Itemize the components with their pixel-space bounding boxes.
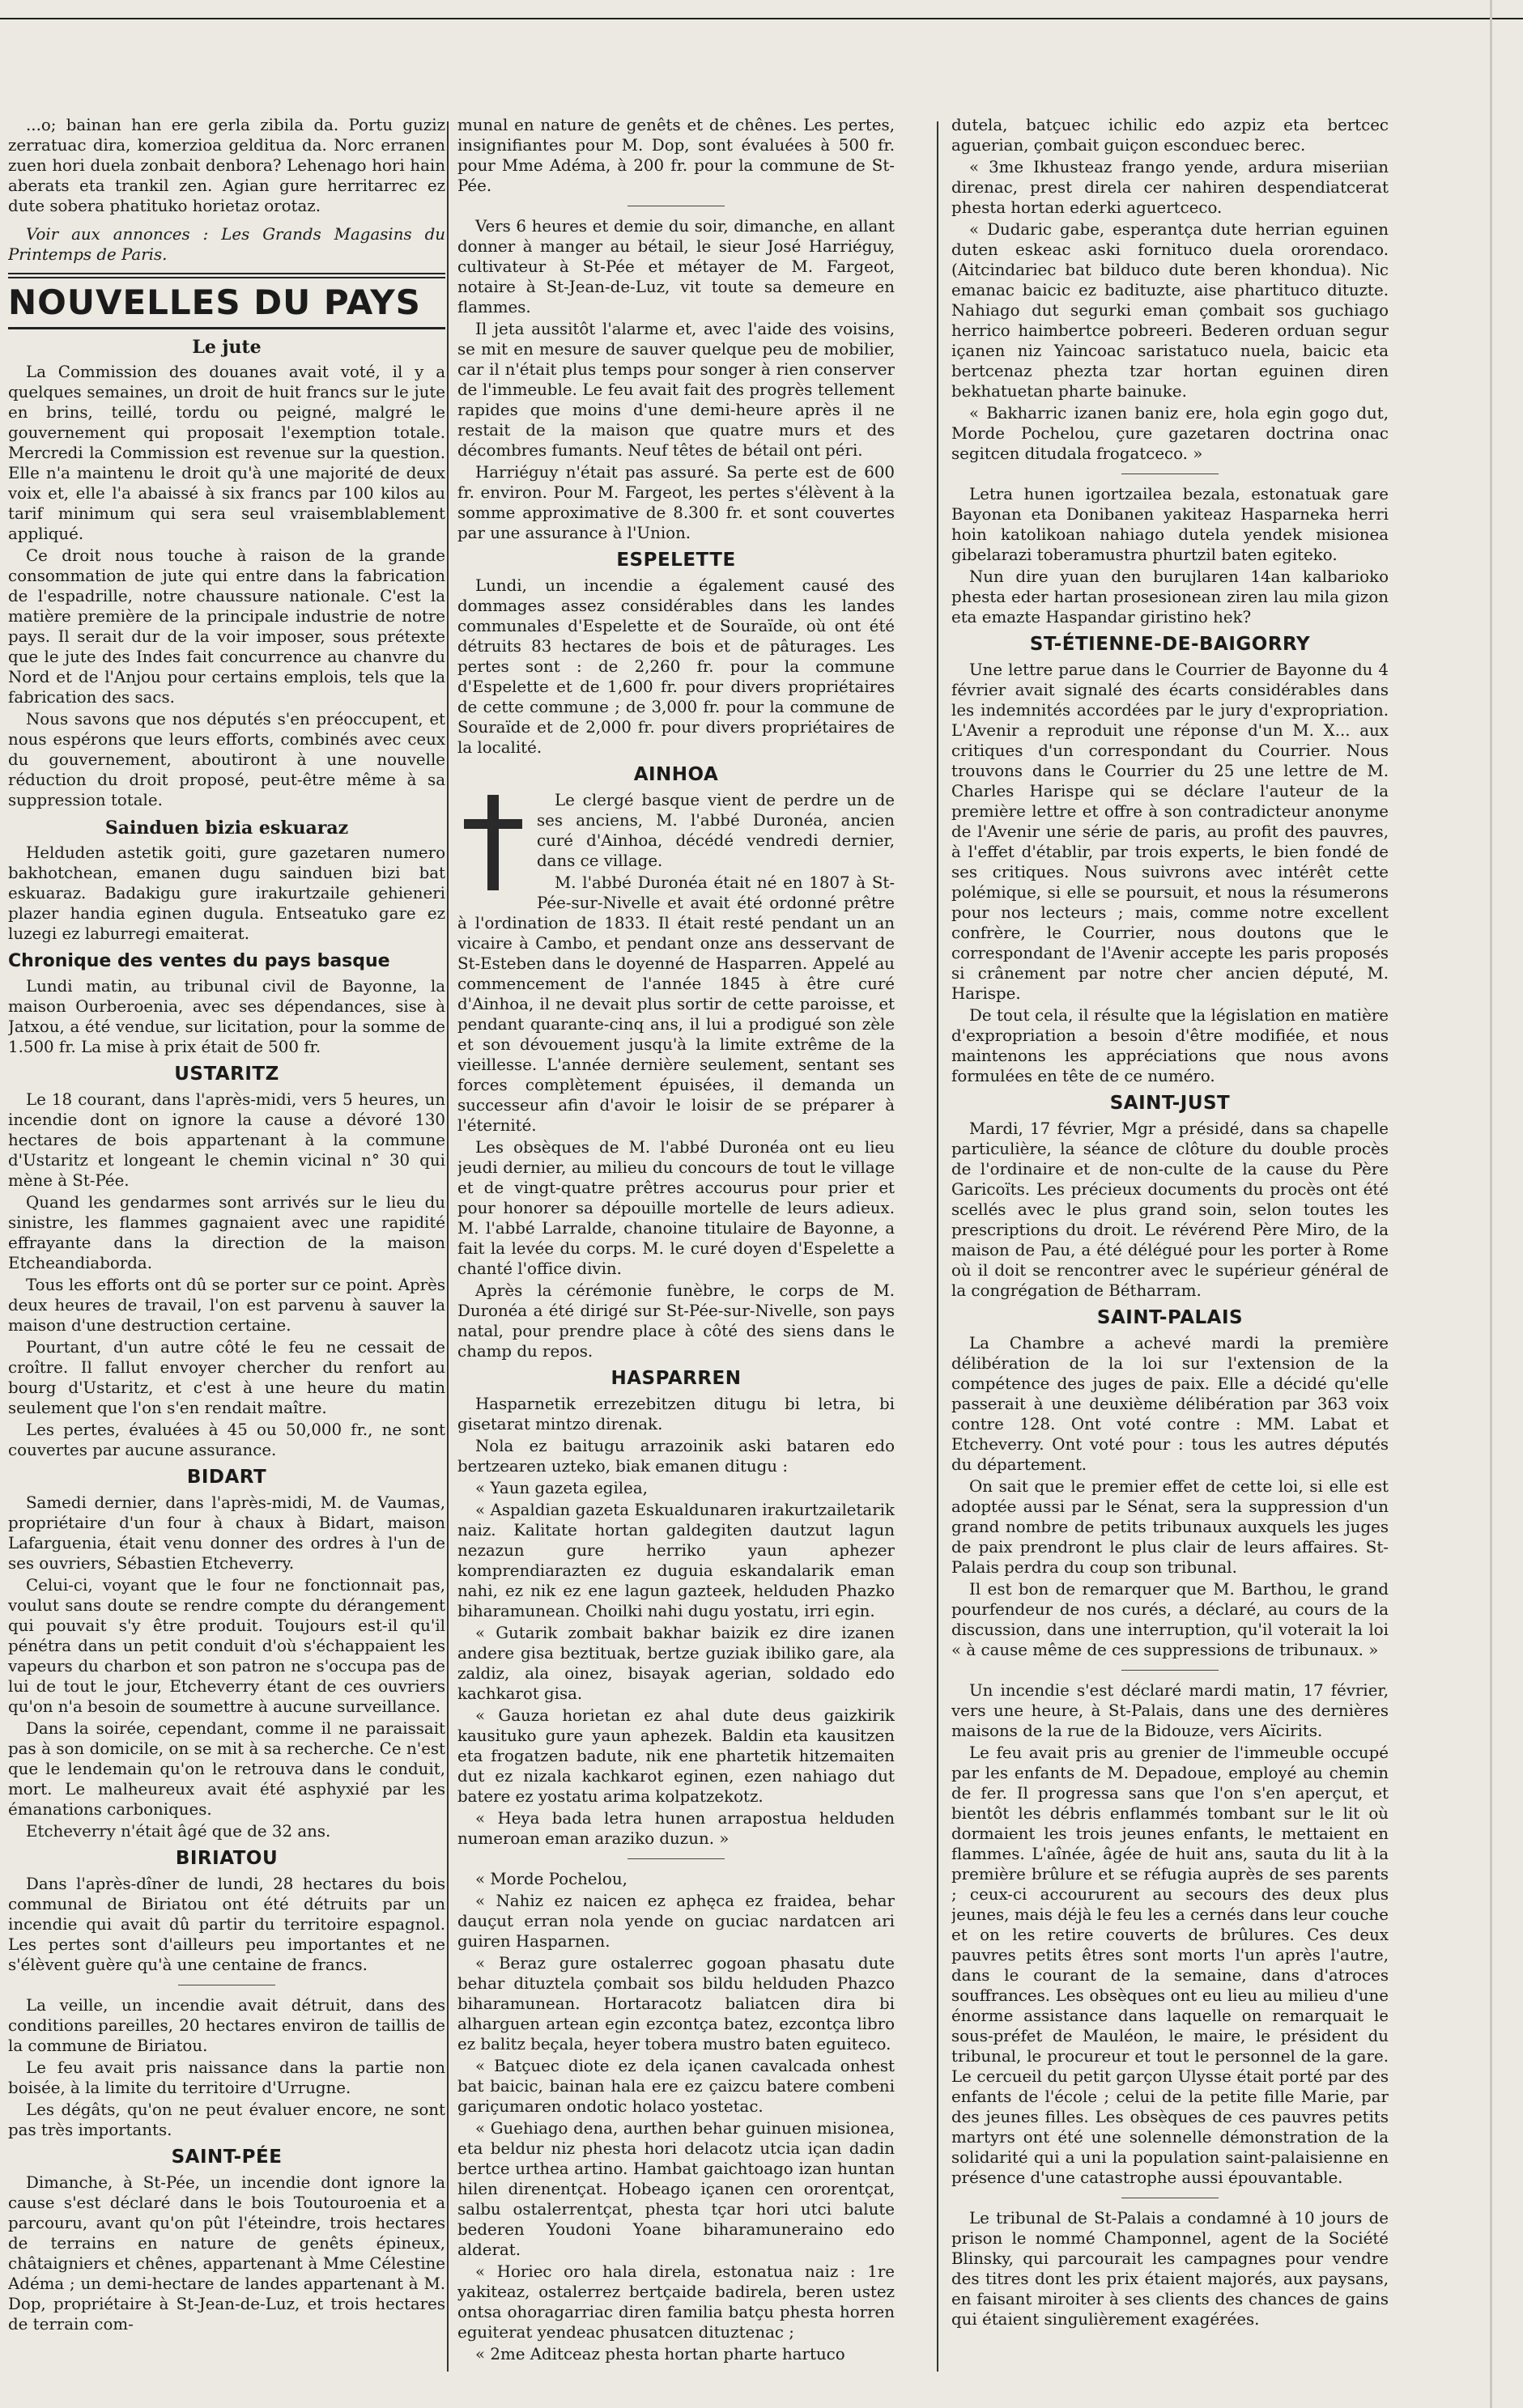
short-divider (1121, 1670, 1219, 1671)
town-heading: ST-ÉTIENNE-DE-BAIGORRY (1029, 634, 1311, 655)
article-paragraph: Tous les efforts ont dû se porter sur ce point. Après deux heures de travail, l'on est parvenu à sauver la maison d'une destruction certaine. (8, 1276, 445, 1335)
article-paragraph: Il est bon de remarquer que M. Barthou, le grand pourfendeur de nos curés, a déclaré, au cours de la discussion, dans une interruption, qu'il voterait la loi « à cause même de ces suppressions de tribunaux. » (951, 1580, 1389, 1659)
town-heading: BIDART (186, 1467, 267, 1488)
ad-prefix: Voir aux annonces : (26, 225, 209, 244)
article-paragraph: Le feu avait pris naissance dans la partie non boisée, à la limite du territoire d'Urrugne. (8, 2058, 445, 2097)
letter-paragraph: « Yaun gazeta egilea, (475, 1479, 648, 1497)
article-paragraph: Il jeta aussitôt l'alarme et, avec l'aide des voisins, se mit en mesure de sauver quelque peu de mobilier, car il n'était plus temps pour songer à rien conserver de l'immeuble. Le feu avait fait des progrès tellement rapides que moins d'une demi-heure après il ne restait de la maison que quatre murs et des décombres fumants. Neuf têtes de bétail ont péri. (457, 320, 895, 460)
letter-paragraph: dutela, batçuec ichilic edo azpiz eta bertcec aguerian, çombait guiçon esconduec berec. (951, 116, 1389, 155)
town-heading: SAINT-JUST (1109, 1093, 1231, 1114)
section-banner: NOUVELLES DU PAYS (8, 273, 445, 329)
article-paragraph: La veille, un incendie avait détruit, dans des conditions pareilles, 20 hectares environ de taillis de la commune de Biriatou. (8, 1996, 445, 2055)
town-heading: USTARITZ (174, 1064, 279, 1085)
article-paragraph: Etcheverry n'était âgé que de 32 ans. (26, 1822, 331, 1841)
article-paragraph: Dans l'après-dîner de lundi, 28 hectares du bois communal de Biriatou ont été détruits par un incendie qui avait dû partir du territoire espagnol. Les pertes sont d'ailleurs peu importantes et ne s'élèvent guère qu'à une centaine de francs. (8, 1875, 445, 1974)
article-paragraph: Nous savons que nos députés s'en préoccupent, et nous espérons que leurs efforts, combinés avec ceux du gouvernement, aboutiront à une nouvelle réduction du droit proposé, peut-être même à sa suppression totale. (8, 710, 445, 809)
article-paragraph: La Commission des douanes avait voté, il y a quelques semaines, un droit de huit francs sur le jute en brins, teillé, tordu ou peigné, malgré le gouvernement qui proposait l'exemption totale. Mercredi la Commission est revenue sur la question. Elle n'a maintenu le droit qu'à une majorité de deux voix et, elle l'a abaissé à six francs par 100 kilos au tarif minimum qui sera seul vraisemblablement appliqué. (8, 363, 445, 543)
article-paragraph: Le tribunal de St-Palais a condamné à 10 jours de prison le nommé Champonnel, agent de la Société Blinsky, qui parcourait les campagnes pour vendre des titres dont les prix étaient majorés, aux paysans, en faisant miroiter à ses clients des chances de gains qui étaient singulièrement exagérées. (951, 2209, 1389, 2329)
article-paragraph: Les obsèques de M. l'abbé Duronéa ont eu lieu jeudi dernier, au milieu du concours de tout le village et de vingt-quatre prêtres accourus pour prier et pour honorer sa dépouille mortelle de leurs adieux. M. l'abbé Larralde, chanoine titulaire de Bayonne, a fait la levée du corps. M. le curé doyen d'Espelette a chanté l'office divin. (457, 1138, 895, 1278)
letter-paragraph: « Dudaric gabe, esperantça dute herrian eguinen duten eskeac aski fornituco duela ororendaco. (Aitcindariec bat bilduco dute beren khondua). Nic emanac baicic ez badituzte, aise phartituco dituzte. Nahiago dut segurki eman çombait sos guchiago herrico haimbertce pobreeri. Bederen orduan segur içanen niz Yaincoac saristatuco nuela, baicic eta bertcenaz phezta tzar hortan eguinen diren bekhatuetan pharte bainuke. (951, 220, 1389, 401)
article-paragraph: Les pertes, évaluées à 45 ou 50,000 fr., ne sont couvertes par aucune assurance. (8, 1421, 445, 1459)
letter-salutation: « Morde Pochelou, (475, 1870, 627, 1888)
crucifix-icon (461, 795, 525, 890)
article-paragraph: De tout cela, il résulte que la législation en matière d'expropriation a besoin d'être modifiée, et nous maintenons les appréciations que nous avons formulées en tête de ce numéro. (951, 1006, 1389, 1085)
town-heading: BIRIATOU (175, 1848, 279, 1869)
letter-paragraph: « Batçuec diote ez dela içanen cavalcada onhest bat baicic, bainan hala ere ez çaizcu batere combeni gariçumaren ondotic holaco yostetac. (457, 2057, 895, 2116)
town-heading: SAINT-PALAIS (1096, 1307, 1244, 1328)
letter-paragraph: « Aspaldian gazeta Eskualdunaren irakurtzailetarik naiz. Kalitate hortan galdegiten dautzut lagun nezazun gure herriko yaun aphezer komprendiarazten ez duguia eskandalarik eman nahi, ez nik ez ene lagun gazteek, helduden Phazko biharamunean. Choilki nahi dugu yostatu, irri egin. (457, 1501, 895, 1620)
column-1 (8, 115, 445, 2381)
town-heading: HASPARREN (610, 1368, 742, 1389)
article-paragraph: Dans la soirée, cependant, comme il ne paraissait pas à son domicile, on se mit à sa recherche. Ce n'est que le lendemain qu'on le retrouva dans le conduit, mort. Le malheureux avait été asphyxié par les émanations carboniques. (8, 1719, 445, 1819)
article-paragraph: munal en nature de genêts et de chênes. Les pertes, insignifiantes pour M. Dop, sont évaluées à 500 fr. pour Mme Adéma, à 200 fr. pour la commune de St-Pée. (457, 116, 895, 195)
article-paragraph: Un incendie s'est déclaré mardi matin, 17 février, vers une heure, à St-Palais, dans une des dernières maisons de la rue de la Bidouze, vers Aïcirits. (951, 1681, 1389, 1740)
article-paragraph: Le 18 courant, dans l'après-midi, vers 5 heures, un incendie dont on ignore la cause a dévoré 130 hectares de bois appartenant à la commune d'Ustaritz et longeant le chemin vicinal n° 30 qui mène à St-Pée. (8, 1090, 445, 1190)
article-paragraph: Letra hunen igortzailea bezala, estonatuak gare Bayonan eta Donibanen yakiteaz Hasparneka herri hoin katolikoan nahiago dutela yendek misionea gibelarazi toberamustra phurtzil baten egiteko. (951, 485, 1389, 564)
article-paragraph: La Chambre a achevé mardi la première délibération de la loi sur l'extension de la compétence des juges de paix. Elle a décidé qu'elle passerait à une deuxième délibération par 363 voix contre 128. Ont voté contre : MM. Labat et Etcheverry. Ont voté pour : tous les autres députés du département. (951, 1334, 1389, 1474)
letter-paragraph: « 2me Aditceaz phesta hortan pharte hartuco (475, 2345, 845, 2363)
letter-paragraph: « Heya bada letra hunen arrapostua helduden numeroan eman araziko duzun. » (457, 1809, 895, 1848)
advertisement-note (8, 224, 445, 265)
article-heading: Chronique des ventes du pays basque (8, 951, 390, 971)
article-paragraph: Une lettre parue dans le Courrier de Bayonne du 4 février avait signalé des écarts considérables dans les indemnités accordées par le jury d'expropriation. L'Avenir a reproduit une réponse d'un M. X... aux critiques d'un correspondant du Courrier. Nous trouvons dans le Courrier du 25 une lettre de M. Charles Harispe qui se déclare l'auteur de la première lettre et offre à son contradicteur anonyme de l'Avenir une série de paris, au profit des pauvres, à l'effet d'établir, par trois experts, le bien fondé de ses critiques. Nous suivrons avec intérêt cette polémique, si elle se poursuit, et nous la résumerons pour nos lecteurs ; mais, comme notre excellent confrère, le Courrier, nous doutons que le correspondant de l'Avenir accepte les paris proposés si crânement par notre cher ancien député, M. Harispe. (951, 660, 1389, 1003)
article-paragraph: Pourtant, d'un autre côté le feu ne cessait de croître. Il fallut envoyer chercher du renfort au bourg d'Ustaritz, et c'est à une heure du matin seulement que l'on s'en rendait maître. (8, 1338, 445, 1417)
town-heading: SAINT-PÉE (171, 2147, 283, 2168)
article-paragraph: Celui-ci, voyant que le four ne fonctionnait pas, voulut sans doute se rendre compte du dérangement qui pouvait s'y être produit. Toujours est-il qu'il pénétra dans un petit conduit d'où s'échappaient les vapeurs du charbon et son patron ne s'occupa pas de lui de tout le jour, Etcheverry étant de ces ouvriers qu'on n'a besoin de soumettre à aucune surveillance. (8, 1576, 445, 1716)
article-paragraph: Vers 6 heures et demie du soir, dimanche, en allant donner à manger au bétail, le sieur José Harriéguy, cultivateur à St-Pée et métayer de M. Fargeot, notaire à St-Jean-de-Luz, vit toute sa demeure en flammes. (457, 217, 895, 316)
column-3 (951, 115, 1389, 2381)
article-paragraph: Le feu avait pris au grenier de l'immeuble occupé par les enfants de M. Depadoue, employé au chemin de fer. Il progressa sans que l'on s'en aperçut, et bientôt les débris enflammés tombant sur le lit où dormaient les trois jeunes enfants, le mettaient en flammes. L'aînée, âgée de huit ans, sauta du lit à la première brûlure et se réfugia auprès de ses parents ; ceux-ci accoururent au secours des deux plus jeunes, mais déjà le feu les a cernés dans leur couche et on les retire couverts de brûlures. Ces deux pauvres petits êtres sont morts l'un après l'autre, dans le courant de la semaine, dans d'atroces souffrances. Les obsèques ont eu lieu au milieu d'une énorme assistance dans laquelle on remarquait le sous-préfet de Mauléon, le maire, le président du tribunal, le procureur et tout le personnel de la gare. Le cercueil du petit garçon Ulysse était porté par des enfants de l'école ; celui de la petite fille Marie, par des jeunes filles. Les obsèques de ces pauvres petits martyrs ont été une solennelle démonstration de la solidarité qui a uni la population saint-palaisienne en présence d'une catastrophe aussi épouvantable. (951, 1743, 1389, 2187)
article-paragraph: Lundi matin, au tribunal civil de Bayonne, la maison Ourberoenia, avec ses dépendances, sise à Jatxou, a été vendue, sur licitation, pour la somme de 1.500 fr. La mise à prix était de 500 fr. (8, 977, 445, 1056)
column-separator (937, 121, 938, 2372)
article-paragraph: Le clergé basque vient de perdre un de ses anciens, M. l'abbé Duronéa, ancien curé d'Ainhoa, décédé vendredi dernier, dans ce village. (537, 791, 895, 870)
column-2 (457, 115, 895, 2381)
top-rule (0, 18, 1523, 19)
article-paragraph: Nola ez baitugu arrazoinik aski bataren edo bertzearen uzteko, biak emanen ditugu : (457, 1437, 895, 1476)
letter-paragraph: « Nahiz ez naicen ez aphęca ez fraidea, behar dauçut erran nola yende on guciac nardatcen ari guiren Hasparnen. (457, 1892, 895, 1951)
town-heading: ESPELETTE (616, 550, 736, 571)
letter-paragraph: « Gauza horietan ez ahal dute deus gaizkirik kausituko gure yaun aphezek. Baldin eta kausitzen eta frogatzen badute, nik ene phartetik hitzemaiten dut ez nizala kachkarot eginen, ezen nahiago dut batere ez yostatu arima kolpatzekotz. (457, 1706, 895, 1806)
article-heading: Sainduen bizia eskuaraz (104, 818, 349, 839)
article-paragraph: Hasparnetik errezebitzen ditugu bi letra, bi gisetarat mintzo direnak. (457, 1395, 895, 1433)
letter-paragraph: « Beraz gure ostalerrec gogoan phasatu dute behar dituztela çombait sos bildu helduden Phazco biharamunean. Hortaracotz baliatcen dira bi alharguen artean egin ezcontça batez, ezcontça libro ez balitz beçala, heyer tobera mustro baten eguiteco. (457, 1954, 895, 2053)
letter-paragraph: « 3me Ikhusteaz frango yende, ardura miseriian direnac, prest direla cer nahiren despendiatcerat phesta hortan ederki aguertceco. (951, 158, 1389, 217)
column-separator (447, 121, 449, 2372)
article-paragraph: On sait que le premier effet de cette loi, si elle est adoptée aussi par le Sénat, sera la suppression d'un grand nombre de petits tribunaux auxquels les juges de paix prendront le plus clair de leurs affaires. St-Palais perdra du coup son tribunal. (951, 1477, 1389, 1577)
article-paragraph: Mardi, 17 février, Mgr a présidé, dans sa chapelle particulière, la séance de clôture du double procès de l'ordinaire et de non-culte de la cause du Père Garicoïts. Les précieux documents du procès ont été scellés avec le plus grand soin, selon toutes les prescriptions du droit. Le révérend Père Miro, de la maison de Pau, a été délégué pour les porter à Rome où il doit se rencontrer avec le supérieur général de la congrégation de Bétharram. (951, 1119, 1389, 1300)
article-paragraph: M. l'abbé Duronéa était né en 1807 à St-Pée-sur-Nivelle et avait été ordonné prêtre à l'ordination de 1833. Il était resté pendant un an vicaire à Cambo, et pendant onze ans desservant de St-Esteben dans le doyenné de Hasparren. Appelé au commencement de l'année 1845 à être curé d'Ainhoa, il ne devait plus sortir de cette paroisse, et pendant quarante-cinq ans, il lui a prodigué son zèle et son dévouement jusqu'à la limite extrême de la vieillesse. L'année dernière seulement, sentant ses forces complètement épuisées, il demanda un successeur afin d'avoir le loisir de se préparer à l'éternité. (457, 873, 895, 1135)
town-heading: AINHOA (633, 764, 719, 785)
page-edge (1490, 0, 1492, 2408)
letter-paragraph: « Gutarik zombait bakhar baizik ez dire izanen andere gisa beztituak, bertze guziak ibiliko gare, ala zaldiz, ala oinez, bisayak agerian, soldado edo kachkarot gisa. (457, 1624, 895, 1703)
letter-paragraph: « Bakharric izanen baniz ere, hola egin gogo dut, Morde Pochelou, çure gazetaren doctrina onac segitcen ditudala frogatceco. » (951, 404, 1389, 463)
article-paragraph: Nun dire yuan den burujlaren 14an kalbarioko phesta eder hartan prosesionean ziren lau mila gizon eta emazte Haspandar giristino hek? (951, 567, 1389, 626)
ad-text: Les Grands Magasins du Printemps de Paris. (8, 225, 445, 264)
article-paragraph: Dimanche, à St-Pée, un incendie dont ignore la cause s'est déclaré dans le bois Toutouroenia et a parcouru, avant qu'on pût l'éteindre, trois hectares de terrains en nature de genêts épineux, châtaigniers et chênes, appartenant à Mme Célestine Adéma ; un demi-hectare de landes appartenant à M. Dop, propriétaire à St-Jean-de-Luz, et trois hectares de terrain com- (8, 2173, 445, 2334)
article-heading: Le jute (192, 337, 262, 358)
article-paragraph: Ce droit nous touche à raison de la grande consommation de jute qui entre dans la fabrication de l'espadrille, notre chaussure nationale. C'est la matière première de la principale industrie de notre pays. Il serait dur de la voir imposer, sous prétexte que le jute des Indes fait concurrence au chanvre du Nord et de l'Anjou pour certains emplois, tels que la fabrication des sacs. (8, 546, 445, 707)
article-paragraph: Quand les gendarmes sont arrivés sur le lieu du sinistre, les flammes gagnaient avec une rapidité effrayante dans la direction de la maison Etcheandiaborda. (8, 1193, 445, 1272)
article-paragraph: Les dégâts, qu'on ne peut évaluer encore, ne sont pas très importants. (8, 2100, 445, 2139)
article-paragraph: Harriéguy n'était pas assuré. Sa perte est de 600 fr. environ. Pour M. Fargeot, les pertes s'élèvent à la somme approximative de 8.300 fr. et sont couvertes par une assurance à l'Union. (457, 463, 895, 542)
article-paragraph: Samedi dernier, dans l'après-midi, M. de Vaumas, propriétaire d'un four à chaux à Bidart, maison Lafarguenia, était venu donner des ordres à l'un de ses ouvriers, Sébastien Etcheverry. (8, 1493, 445, 1573)
short-divider (627, 1858, 725, 1859)
article-paragraph: Après la cérémonie funèbre, le corps de M. Duronéa a été dirigé sur St-Pée-sur-Nivelle, son pays natal, pour prendre place à côté des siens dans le champ du repos. (457, 1281, 895, 1361)
article-paragraph: Helduden astetik goiti, gure gazetaren numero bakhotchean, emanen dugu sainduen bizi bat eskuaraz. Badakigu gure irakurtzaile gehieneri plazer handia eginen dugula. Entseatuko gare ez luzegi ez laburregi emaiterat. (8, 843, 445, 943)
letter-paragraph: « Horiec oro hala direla, estonatua naiz : 1re yakiteaz, ostalerrez bertçaide badirela, beren ustez ontsa ohoragarriac diren familia batçu phesta horren eguiterat yendeac phusatcen dituztenac ; (457, 2262, 895, 2342)
letter-paragraph: « Guehiago dena, aurthen behar guinuen misionea, eta beldur niz phesta hori delacotz utcia içan dadin bertce urthea artino. Hambat gaichtoago izan huntan hilen direnentçat. Hobeago içanen cen ororentçat, salbu ostalerrentçat, phesta tçar hori utci balute bederen Youdoni Yoane biharamuneraino edo alderat. (457, 2119, 895, 2259)
basque-intro-paragraph: ...o; bainan han ere gerla zibila da. Portu guziz zerratuac dira, komerzioa gelditua da. Norc erranen zuen hori duela zonbait denbora? Lehenago hori hain aberats eta trankil zen. Agian gure herritarrec ez dute sobera phatituko horietaz orotaz. (8, 116, 445, 215)
article-paragraph: Lundi, un incendie a également causé des dommages assez considérables dans les landes communales d'Espelette et de Souraïde, où ont été détruits 83 hectares de bois et de pâturages. Les pertes sont : de 2,260 fr. pour la commune d'Espelette et de 1,600 fr. pour divers propriétaires de cette commune ; de 3,000 fr. pour la commune de Souraïde et de 2,000 fr. pour divers propriétaires de la localité. (457, 576, 895, 757)
